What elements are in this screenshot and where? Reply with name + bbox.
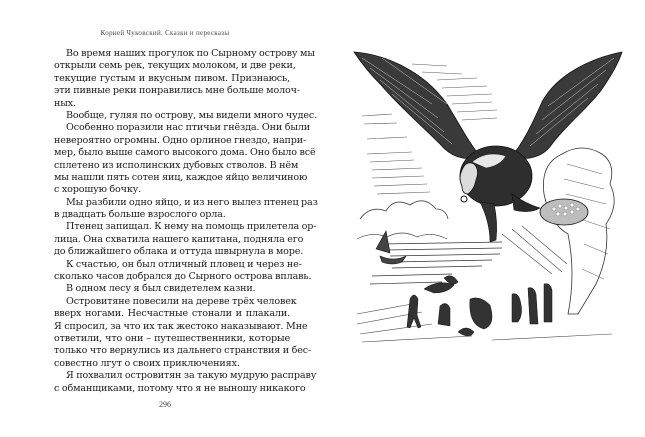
text-line: Островитяне повесили на дереве трёх человек: [66, 295, 297, 307]
ship: [376, 231, 406, 264]
text-line: В одном лесу я был свидетелем казни.: [66, 283, 256, 295]
text-line: с хорошую бочку.: [54, 184, 142, 196]
text-line: ных.: [54, 97, 76, 109]
text-line: вверх ногами. Несчастные стонали и плакали.: [54, 308, 290, 320]
nest-with-eggs: [540, 199, 588, 225]
text-line: Я похвалил островитян за такую мудрую расправу: [66, 370, 317, 382]
text-line: открыли семь рек, текущих молоком, и две реки,: [54, 60, 296, 72]
text-line: текущие густым и вкусным пивом. Признаюсь,: [54, 72, 290, 84]
text-line: Птенец запищал. К нему на помощь прилетела ор-: [66, 221, 317, 233]
text-line: мер, было выше самого высокого дома. Оно было всё: [54, 147, 316, 159]
text-line: Мы разбили одно яйцо, и из него вылез птенец раз: [66, 196, 318, 208]
text-line: лица. Она схватила нашего капитана, подняла его: [54, 233, 304, 245]
text-line: К счастью, он был отличный пловец и через не-: [66, 258, 302, 270]
eagle-beak: [461, 196, 467, 202]
right-wing: [512, 52, 622, 158]
tree: [543, 148, 614, 314]
text-line: Во время наших прогулок по Сырному острову мы: [66, 48, 315, 59]
text-line: Особенно поразили нас птичьи гнёзда. Они были: [66, 122, 311, 134]
cloud: [360, 201, 448, 219]
body-text: [54, 48, 318, 395]
text-line: совестно лгут о своих приключениях.: [54, 357, 240, 369]
text-line: сколько часов добрался до Сырного острова вплавь.: [54, 271, 312, 283]
text-line: с обманщиками, потому что я не выношу никакого: [54, 382, 306, 394]
text-line: эти пивные реки понравились мне больше молоч-: [54, 85, 300, 97]
text-line: Я спросил, за что их так жестоко наказывают. Мне: [54, 320, 308, 332]
text-line: только что вернулись из дальнего странствия и бес-: [54, 345, 312, 357]
left-wing: [354, 52, 480, 158]
text-line: Вообще, гуляя по острову, мы видели много чудес.: [66, 109, 317, 121]
text-line: в двадцать больше взрослого орла.: [54, 209, 226, 221]
text-line: невероятно огромны. Одно орлиное гнездо, напри-: [54, 134, 307, 146]
text-line: мы нашли пять сотен яиц, каждое яйцо величиною: [54, 171, 308, 183]
text-line: сплетено из исполинских дубовых стволов. В нём: [54, 159, 299, 171]
eagle-illustration: [352, 44, 624, 352]
eagle-tail: [512, 194, 540, 212]
people-group: [407, 276, 552, 336]
page-number: 296: [159, 400, 171, 409]
cloud: [357, 233, 447, 239]
running-head: Корней Чуковский. Сказки и пересказы: [100, 29, 230, 37]
text-line: до ближайшего облака и оттуда швырнула в море.: [54, 246, 304, 258]
text-line: ответили, что они – путешественники, которые: [54, 332, 290, 344]
right-page: [330, 0, 645, 437]
captive-captain: [480, 202, 497, 242]
